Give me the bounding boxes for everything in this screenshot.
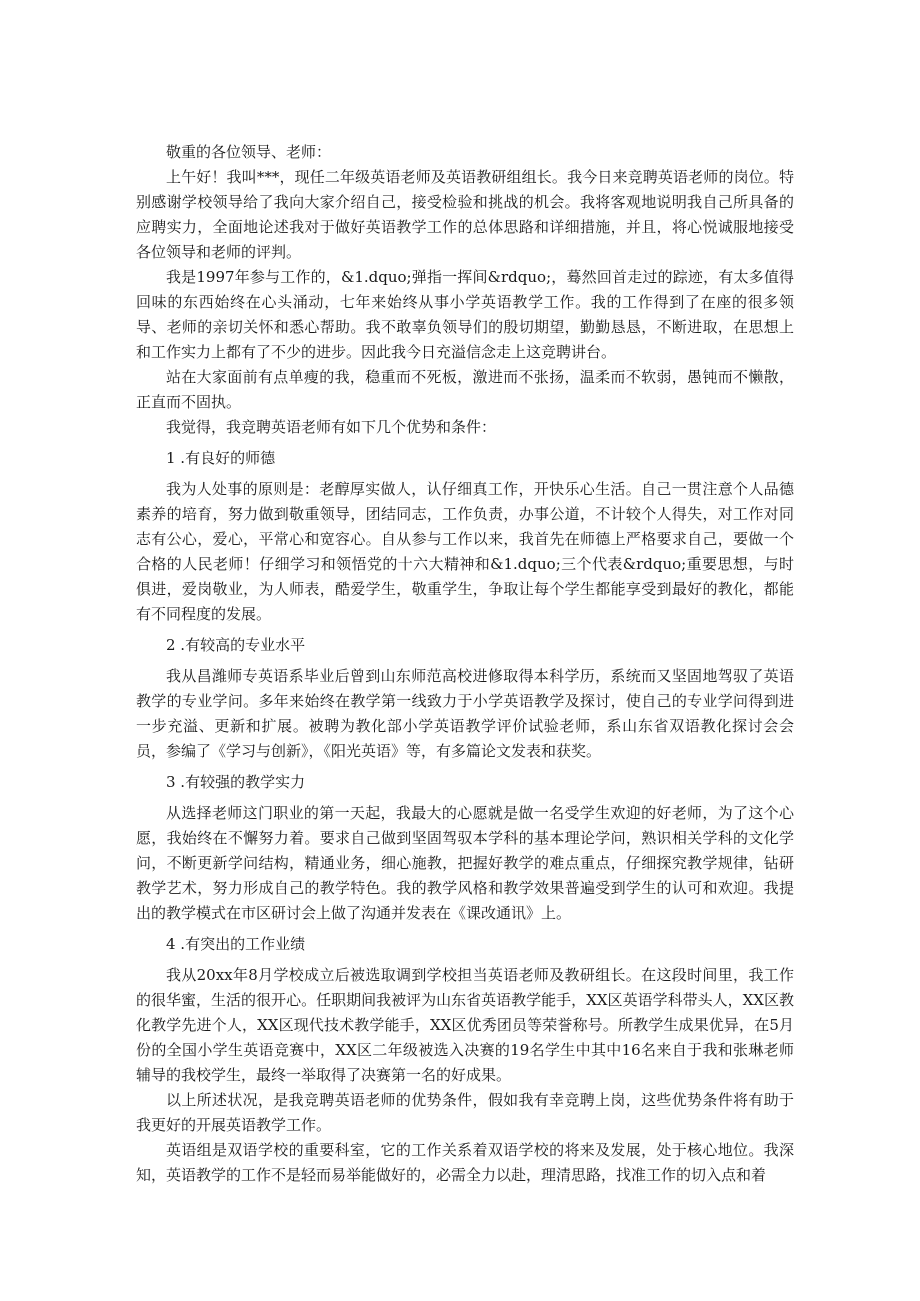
paragraph-experience: 我是1997年参与工作的，&1.dquo;弹指一挥间&rdquo;，蓦然回首走过的踪迹，有太多值得回味的东西始终在心头涌动，七年来始终从事小学英语教学工作。我的工作得到了在座的很多领导、老师的亲切关怀和悉心帮助。我不敢辜负领导们的殷切期望，勤勤恳恳，不断进取，在思想上和工作实力上都有了不少的进步。因此我今日充溢信念走上这竞聘讲台。 — [136, 268, 794, 361]
section-body-2: 我从昌潍师专英语系毕业后曾到山东师范高校进修取得本科学历，系统而又坚固地驾驭了英语教学的专业学问。多年来始终在教学第一线致力于小学英语教学及探讨，使自己的专业学问得到进一步充溢、更新和扩展。被聘为教化部小学英语教学评价试验老师，系山东省双语教化探讨会会员，参编了《学习与创新》，《阳光英语》等，有多篇论文发表和获奖。 — [136, 667, 794, 760]
section-body-4: 我从20xx年8月学校成立后被选取调到学校担当英语老师及教研组长。在这段时间里，我工作的很华蜜，生活的很开心。任职期间我被评为山东省英语教学能手，XX区英语学科带头人，XX区教化教学先进个人，XX区现代技术教学能手，XX区优秀团员等荣誉称号。所教学生成果优异，在5月份的全国小学生英语竞赛中，XX区二年级被选入决赛的19名学生中其中16名来自于我和张琳老师辅导的我校学生，最终一举取得了决赛第一名的好成果。 — [136, 966, 794, 1084]
document-page — [136, 140, 794, 1188]
section-body-3: 从选择老师这门职业的第一天起，我最大的心愿就是做一名受学生欢迎的好老师，为了这个心愿，我始终在不懈努力着。要求自己做到坚固驾驭本学科的基本理论学问，熟识相关学科的文化学问，不断更新学问结构，精通业务，细心施教，把握好教学的难点重点，仔细探究教学规律，钻研教学艺术，努力形成自己的教学特色。我的教学风格和教学效果普遍受到学生的认可和欢迎。我提出的教学模式在市区研讨会上做了沟通并发表在《课改通讯》上。 — [136, 804, 794, 922]
paragraph-character: 站在大家面前有点单瘦的我，稳重而不死板，激进而不张扬，温柔而不软弱，愚钝而不懒散，正直而不固执。 — [136, 368, 794, 411]
section-heading-1: 1 .有良好的师德 — [166, 449, 276, 467]
section-heading-4: 4 .有突出的工作业绩 — [166, 935, 306, 953]
salutation: 敬重的各位领导、老师： — [166, 143, 332, 161]
paragraph-english-group: 英语组是双语学校的重要科室，它的工作关系着双语学校的将来及发展，处于核心地位。我深知，英语教学的工作不是轻而易举能做好的，必需全力以赴，理清思路，找准工作的切入点和着 — [136, 1141, 794, 1184]
paragraph-summary: 以上所述状况，是我竞聘英语老师的优势条件，假如我有幸竞聘上岗，这些优势条件将有助于我更好的开展英语教学工作。 — [136, 1091, 794, 1134]
section-heading-2: 2 .有较高的专业水平 — [166, 636, 306, 654]
paragraph-intro: 上午好！我叫***，现任二年级英语老师及英语教研组组长。我今日来竞聘英语老师的岗位。特别感谢学校领导给了我向大家介绍自己，接受检验和挑战的机会。我将客观地说明我自己所具备的应聘实力，全面地论述我对于做好英语教学工作的总体思路和详细措施，并且，将心悦诚服地接受各位领导和老师的评判。 — [136, 168, 794, 261]
paragraph-advantages-intro: 我觉得，我竞聘英语老师有如下几个优势和条件： — [166, 418, 497, 436]
section-body-1: 我为人处事的原则是：老醇厚实做人，认仔细真工作，开快乐心生活。自己一贯注意个人品德素养的培育，努力做到敬重领导，团结同志，工作负责，办事公道，不计较个人得失，对工作对同志有公心，爱心，平常心和宽容心。自从参与工作以来，我首先在师德上严格要求自己，要做一个合格的人民老师！仔细学习和领悟党的十六大精神和&1.dquo;三个代表&rdquo;重要思想，与时俱进，爱岗敬业，为人师表，酷爱学生，敬重学生，争取让每个学生都能享受到最好的教化，都能有不同程度的发展。 — [136, 480, 794, 623]
section-heading-3: 3 .有较强的教学实力 — [166, 773, 306, 791]
